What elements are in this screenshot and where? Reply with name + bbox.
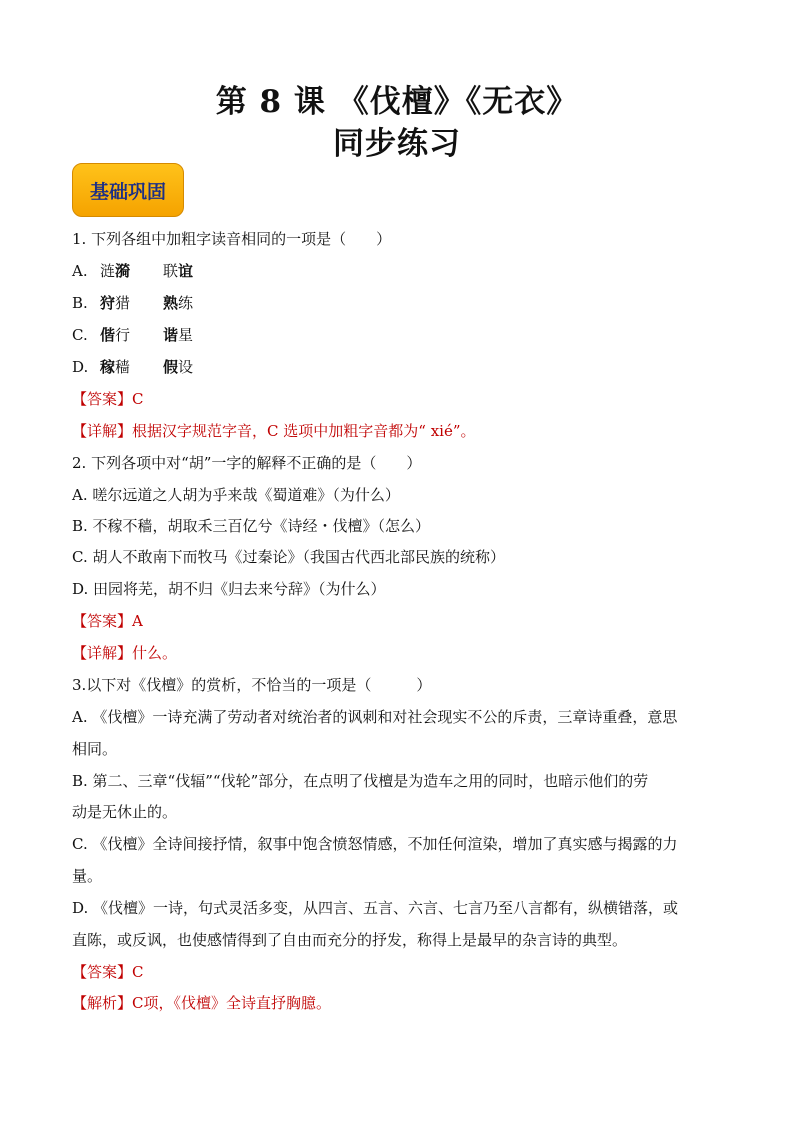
option-word-1: 涟漪 — [100, 262, 131, 280]
q2-stem: 2. 下列各项中对“胡”一字的解释不正确的是（ ） — [72, 454, 422, 472]
q3-option-b-line1: B. 第二、三章“伐辐”“伐轮”部分，在点明了伐檀是为造车之用的同时，也暗示他们的劳 — [72, 772, 649, 790]
q1-detail — [72, 421, 476, 441]
section-badge: 基础巩固 — [72, 163, 184, 217]
answer-tag: 【答案】 — [72, 963, 133, 981]
detail-text: 根据汉字规范字音，C 选项中加粗字音都为“ xié”。 — [132, 422, 476, 440]
q3-stem: 3.以下对《伐檀》的赏析，不恰当的一项是（ ） — [72, 676, 432, 694]
option-word-1: 狩猎 — [100, 294, 131, 312]
lesson-title: 第 8 课 《伐檀》《无衣》 — [215, 84, 579, 120]
q1-answer — [72, 389, 144, 409]
q3-answer — [72, 962, 144, 982]
option-label: B. — [72, 294, 88, 312]
option-word-2: 谐星 — [163, 326, 194, 344]
answer-tag: 【答案】 — [72, 390, 133, 408]
analysis-text: C项，《伐檀》全诗直抒胸臆。 — [132, 994, 331, 1012]
answer-value: A — [132, 612, 143, 630]
option-label: A. — [72, 262, 88, 280]
q2-option-d: D. 田园将芜，胡不归《归去来兮辞》（为什么） — [72, 580, 386, 598]
option-word-2: 联谊 — [163, 262, 194, 280]
q2-option-a: A. 嗟尔远道之人胡为乎来哉《蜀道难》（为什么） — [72, 486, 400, 504]
option-word-1: 稼穑 — [100, 358, 131, 376]
lesson-subtitle: 同步练习 — [333, 126, 461, 162]
option-word-2: 假设 — [163, 358, 194, 376]
q2-option-c: C. 胡人不敢南下而牧马《过秦论》（我国古代西北部民族的统称） — [72, 548, 505, 566]
q2-answer — [72, 611, 143, 631]
analysis-tag: 【解析】 — [72, 994, 133, 1012]
answer-tag: 【答案】 — [72, 612, 133, 630]
option-word-1: 偕行 — [100, 326, 131, 344]
q2-option-b: B. 不稼不穑，胡取禾三百亿兮《诗经・伐檀》（怎么） — [72, 517, 431, 535]
q3-analysis — [72, 993, 331, 1013]
detail-tag: 【详解】 — [72, 644, 133, 662]
answer-value: C — [132, 390, 144, 408]
q3-option-a-line2: 相同。 — [72, 740, 118, 758]
detail-tag: 【详解】 — [72, 422, 133, 440]
option-word-2: 熟练 — [163, 294, 194, 312]
q3-option-d-line1: D. 《伐檀》一诗，句式灵活多变，从四言、五言、六言、七言乃至八言都有，纵横错落，或 — [72, 899, 679, 917]
q3-option-c-line2: 量。 — [72, 867, 103, 885]
detail-text: 什么。 — [132, 644, 178, 662]
q3-option-a-line1: A. 《伐檀》一诗充满了劳动者对统治者的讽刺和对社会现实不公的斥责，三章诗重叠，意思 — [72, 708, 678, 726]
q3-option-d-line2: 直陈，或反讽，也使感情得到了自由而充分的抒发，称得上是最早的杂言诗的典型。 — [72, 931, 628, 949]
q3-option-c-line1: C. 《伐檀》全诗间接抒情，叙事中饱含愤怒情感，不加任何渲染，增加了真实感与揭露的力 — [72, 835, 678, 853]
q1-stem: 1. 下列各组中加粗字读音相同的一项是（ ） — [72, 230, 392, 248]
q2-detail — [72, 643, 177, 663]
option-label: C. — [72, 326, 88, 344]
option-label: D. — [72, 358, 89, 376]
answer-value: C — [132, 963, 144, 981]
q3-option-b-line2: 动是无休止的。 — [72, 803, 178, 821]
